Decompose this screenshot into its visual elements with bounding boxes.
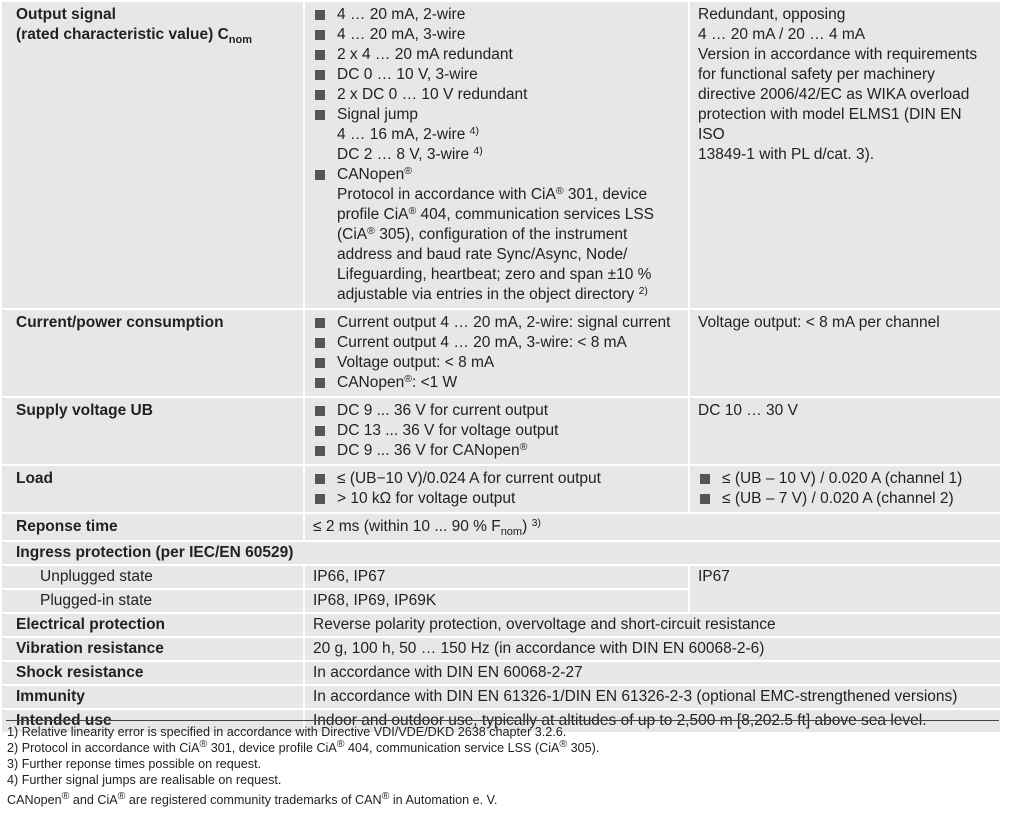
label-electrical-protection: Electrical protection [1,613,304,637]
right-supply-voltage: DC 10 … 30 V [689,397,1001,465]
row-vibration-resistance [1,637,1001,661]
signal-jump-1: 4 … 16 mA, 2-wire $^{4)}$ [337,125,480,143]
label-plugged-state: Plugged-in state [1,589,304,613]
label-immunity: Immunity [1,685,304,709]
right-load [689,465,1001,513]
row-unplugged-state [1,565,1001,589]
list-item: ≤ (UB – 7 V) / 0.020 A (channel 2) [698,489,992,509]
label-output-signal: Output signal (rated characteristic value) $C_{nom}$ [1,1,304,309]
label-current-consumption: Current/power consumption [1,309,304,397]
list-item-canopen: CANopen® [313,165,680,185]
label-supply-voltage: Supply voltage UB [1,397,304,465]
signal-jump-2: DC 2 … 8 V, 3-wire $^{4)}$ [337,145,483,163]
output-signal-list [313,5,680,125]
value-load [304,465,689,513]
value-intended-use: Indoor and outdoor use, typically at altitudes of up to 2,500 m [8,202.5 ft] above sea level. [304,709,1001,733]
value-vibration-resistance: 20 g, 100 h, 50 … 150 Hz (in accordance with DIN EN 60068-2-6) [304,637,1001,661]
list-item: Current output 4 … 20 mA, 2-wire: signal current [313,313,680,333]
value-supply-voltage [304,397,689,465]
label-intended-use: Intended use [1,709,304,733]
row-electrical-protection [1,613,1001,637]
label-unplugged-state: Unplugged state [1,565,304,589]
value-current-consumption [304,309,689,397]
footnote-divider [6,720,999,721]
footnote-3: 3) Further reponse times possible on request. [7,757,262,771]
value-electrical-protection: Reverse polarity protection, overvoltage and short-circuit resistance [304,613,1001,637]
value-plugged-state: IP68, IP69, IP69K [304,589,689,613]
label-load: Load [1,465,304,513]
row-ingress-protection [1,541,1001,565]
right-current-consumption: Voltage output: < 8 mA per channel [689,309,1001,397]
list-item: > 10 kΩ for voltage output [313,489,680,509]
list-item: Current output 4 … 20 mA, 3-wire: < 8 mA [313,333,680,353]
label-vibration-resistance: Vibration resistance [1,637,304,661]
list-item: Voltage output: < 8 mA [313,353,680,373]
row-load [1,465,1001,513]
list-item: DC 9 ... 36 V for CANopen® [313,441,680,461]
right-ingress: IP67 [689,565,1001,613]
label-shock-resistance: Shock resistance [1,661,304,685]
list-item: ≤ (UB – 10 V) / 0.020 A (channel 1) [698,469,992,489]
footnote-2: 2) Protocol in accordance with CiA® 301, device profile CiA® 404, communication service LSS (CiA® 305). [7,738,600,755]
list-item: ≤ (UB−10 V)/0.024 A for current output [313,469,680,489]
list-item: DC 0 … 10 V, 3-wire [313,65,680,85]
row-current-consumption [1,309,1001,397]
footnote-1: 1) Relative linearity error is specified in accordance with Directive VDI/VDE/DKD 2638 chapter 3.2.6. [7,725,567,739]
row-output-signal [1,1,1001,309]
value-output-signal [304,1,689,309]
trademark-note: CANopen® and CiA® are registered community trademarks of CAN® in Automation e. V. [7,790,498,807]
row-immunity [1,685,1001,709]
list-item: 2 x 4 … 20 mA redundant [313,45,680,65]
canopen-protocol-text: Protocol in accordance with CiA® 301, device profile CiA® 404, communication services LSS (CiA® 305), configuration of the instrument address and baud rate Sync/Async, Node/ Lifeguarding, heartbeat; zero and span ±10 % adjustable via entries in the object directory $^{2)}$ [337,185,655,303]
footnotes [7,724,599,808]
label-response-time: Reponse time [1,513,304,541]
value-unplugged-state: IP66, IP67 [304,565,689,589]
list-item: 4 … 20 mA, 3-wire [313,25,680,45]
row-shock-resistance [1,661,1001,685]
list-item: 2 x DC 0 … 10 V redundant [313,85,680,105]
list-item: DC 13 ... 36 V for voltage output [313,421,680,441]
list-item: Signal jump [313,105,680,125]
value-immunity: In accordance with DIN EN 61326-1/DIN EN 61326-2-3 (optional EMC-strengthened versions) [304,685,1001,709]
row-supply-voltage [1,397,1001,465]
label-ingress-protection: Ingress protection (per IEC/EN 60529) [1,541,1001,565]
list-item: 4 … 20 mA, 2-wire [313,5,680,25]
right-output-signal: Redundant, opposing 4 … 20 mA / 20 … 4 mA Version in accordance with requirements for functional safety per machinery directive 2006/42/EC as WIKA overload protection with model ELMS1 (DIN EN ISO 13849-1 with PL d/cat. 3). [689,1,1001,309]
value-response-time: ≤ 2 ms (within 10 ... 90 % $F_{nom}$) $^{3)}$ [304,513,1001,541]
value-shock-resistance: In accordance with DIN EN 60068-2-27 [304,661,1001,685]
list-item: CANopen®: <1 W [313,373,680,393]
footnote-4: 4) Further signal jumps are realisable on request. [7,773,282,787]
list-item: DC 9 ... 36 V for current output [313,401,680,421]
row-response-time [1,513,1001,541]
